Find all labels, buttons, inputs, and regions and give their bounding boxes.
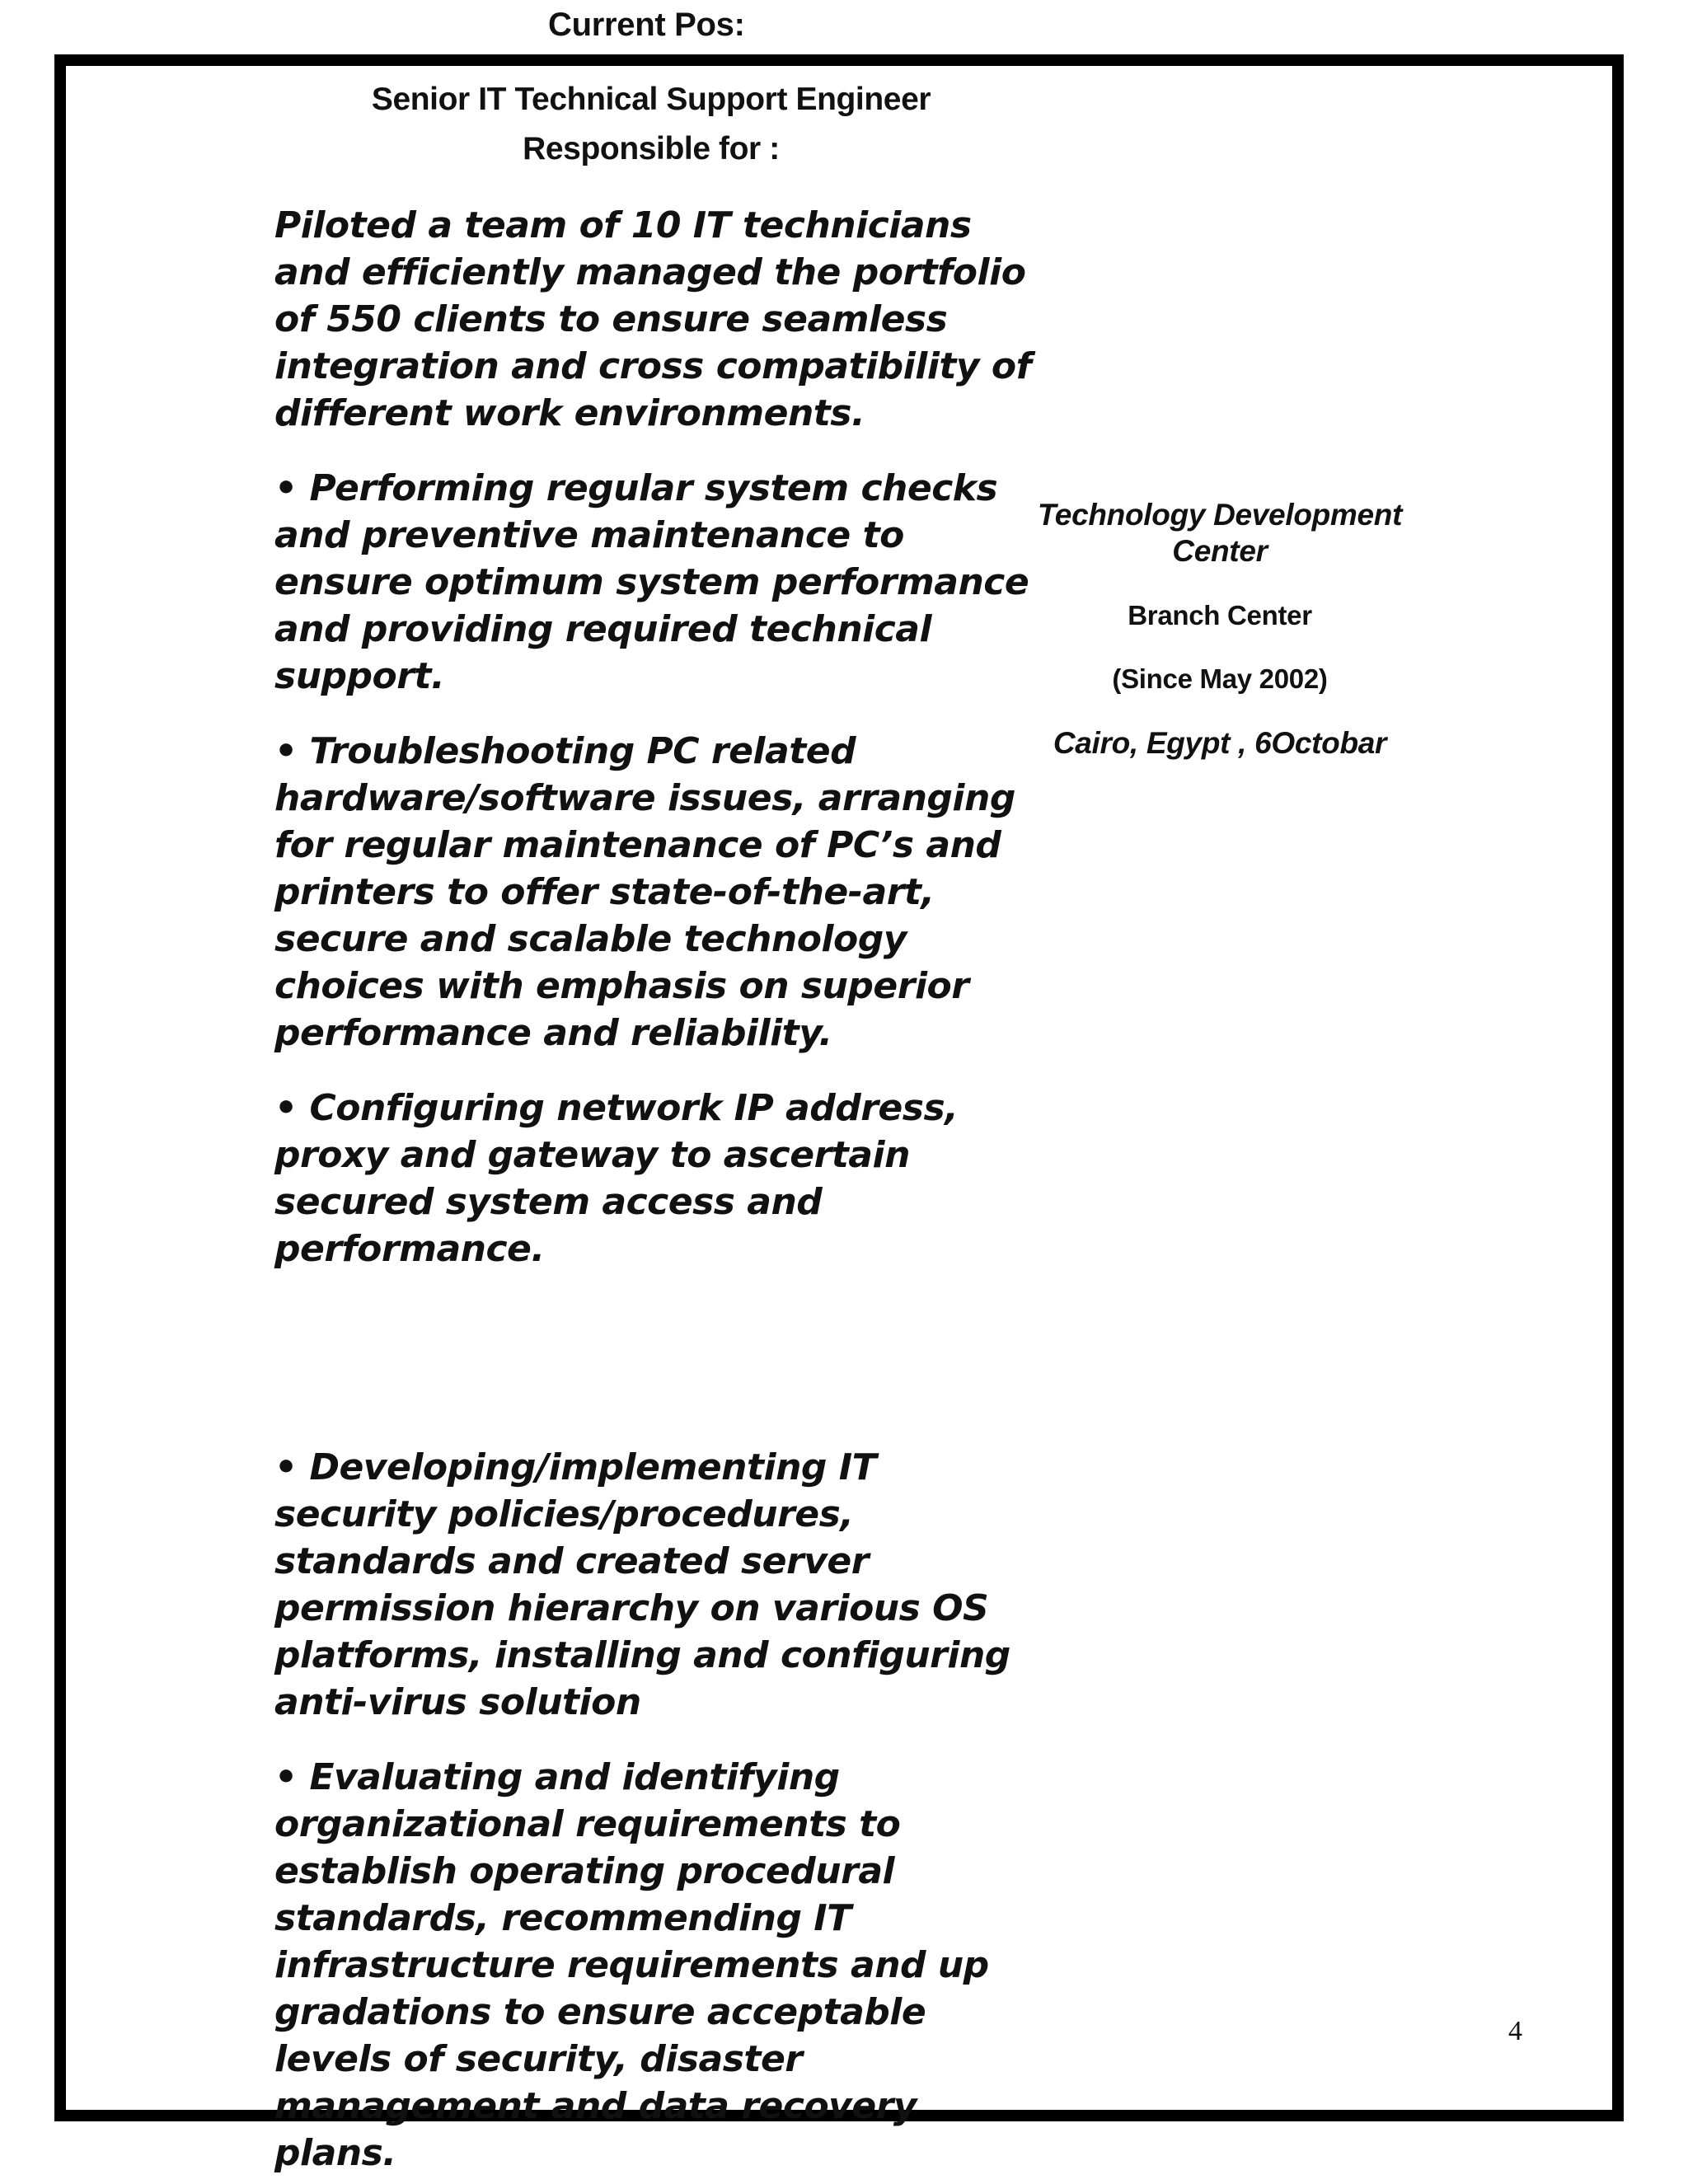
duties-list	[274, 202, 1041, 2184]
job-title: Senior IT Technical Support Engineer	[371, 82, 931, 117]
duty-item: Piloted a team of 10 IT technicians and efficiently managed the portfolio of 550 clients to ensure seamless integration and cross compatibility of different work environments.	[274, 204, 1032, 434]
company-location: Cairo, Egypt , 6Octobar	[1053, 726, 1387, 760]
top-label: Current Pos:	[548, 7, 745, 43]
responsible-heading: Responsible for :	[523, 131, 780, 166]
company-name: Technology Development Center	[1037, 498, 1403, 568]
duty-item: • Configuring network IP address, proxy and gateway to ascertain secured system access and performance.	[274, 1087, 959, 1270]
employer-panel	[1022, 497, 1418, 762]
duty-item: • Developing/implementing IT security policies/procedures, standards and created server permission hierarchy on various OS platforms, installing and configuring anti-virus solution	[274, 1446, 1010, 1723]
page-number: 4	[1508, 2016, 1522, 2046]
duty-item: • Performing regular system checks and preventive maintenance to ensure optimum system performance and providing required technical support.	[274, 467, 1029, 697]
duty-item: • Evaluating and identifying organizational requirements to establish operating procedural standards, recommending IT infrastructure requirements and up gradations to ensure acceptable levels of security, disaster management and data recovery plans.	[274, 1756, 989, 2174]
duty-item: • Troubleshooting PC related hardware/software issues, arranging for regular maintenance of PC’s and printers to offer state-of-the-art, secure and scalable technology choices with emphasis on superior performance and reliability.	[274, 730, 1015, 1054]
branch-name: Branch Center	[1128, 600, 1312, 630]
employment-start: (Since May 2002)	[1112, 663, 1328, 694]
